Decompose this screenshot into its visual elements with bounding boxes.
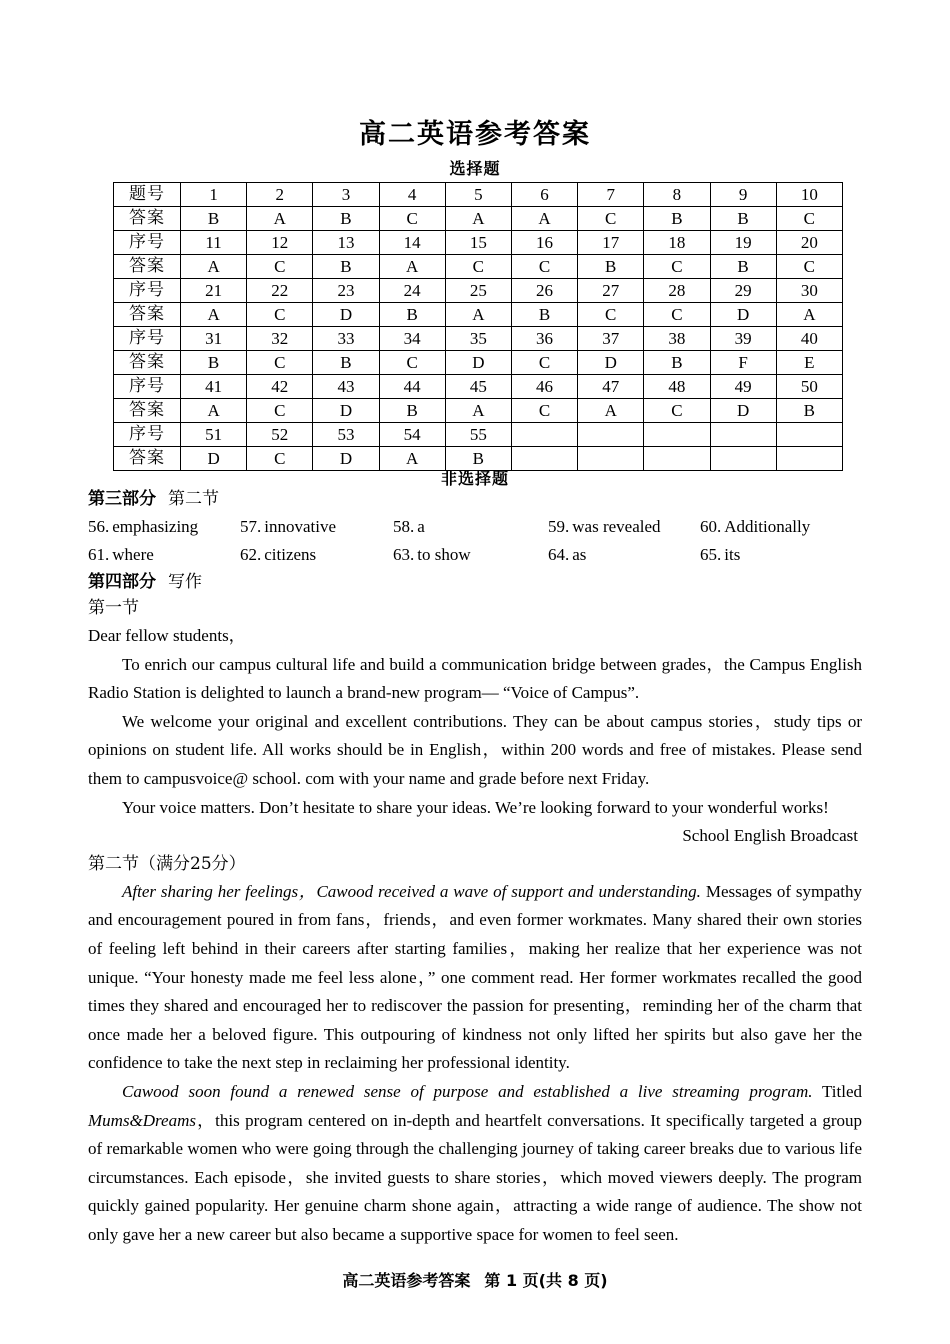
table-cell: C: [247, 399, 313, 423]
table-cell: 22: [247, 279, 313, 303]
table-cell: 40: [776, 327, 842, 351]
table-row-header: 答案: [114, 303, 181, 327]
table-cell: 43: [313, 375, 379, 399]
table-cell: 23: [313, 279, 379, 303]
table-cell: 31: [181, 327, 247, 351]
table-cell: C: [578, 303, 644, 327]
blank-number: 61.: [88, 545, 110, 564]
table-cell: C: [247, 351, 313, 375]
blank-number: 60.: [700, 517, 722, 536]
table-cell: C: [578, 207, 644, 231]
section-two-label: 第二节（满分25分）: [88, 853, 246, 874]
table-cell: A: [776, 303, 842, 327]
table-cell: 48: [644, 375, 710, 399]
table-cell: 15: [445, 231, 511, 255]
table-cell: B: [644, 207, 710, 231]
table-cell: A: [379, 255, 445, 279]
table-cell: D: [710, 399, 776, 423]
table-cell: B: [445, 447, 511, 471]
table-cell: [578, 423, 644, 447]
table-cell: B: [379, 399, 445, 423]
table-cell: 11: [181, 231, 247, 255]
table-cell: 47: [578, 375, 644, 399]
table-cell: C: [776, 207, 842, 231]
table-cell: 44: [379, 375, 445, 399]
blank-number: 56.: [88, 517, 110, 536]
table-cell: B: [181, 351, 247, 375]
table-cell: C: [247, 447, 313, 471]
table-cell: D: [313, 447, 379, 471]
table-row-header: 题号: [114, 183, 181, 207]
blank-number: 65.: [700, 545, 722, 564]
table-row-header: 序号: [114, 279, 181, 303]
table-cell: C: [379, 207, 445, 231]
continuation-paragraph-2-body: ，this program centered on in-depth and heartfelt conversations. It specifically targeted a group of remarkable women who were going through the challenging journey of taking career breaks due to various life circumstances. Each episode，she invited guests to share stories，which moved viewers deeply. The program quickly gained popularity. Her genuine charm shone again，attracting a wide range of audience. The show not only gave her a new career but also became a supportive space for women to feel seen.: [88, 1110, 862, 1244]
part-four-heading-sub: 写作: [168, 572, 202, 592]
table-cell: 54: [379, 423, 445, 447]
table-cell: C: [247, 303, 313, 327]
table-row: [114, 207, 843, 231]
blank-answer-item: [240, 513, 336, 540]
blank-answer-text: innovative: [264, 517, 337, 536]
table-cell: 49: [710, 375, 776, 399]
table-cell: 42: [247, 375, 313, 399]
table-cell: 4: [379, 183, 445, 207]
blank-answer-item: [88, 541, 154, 568]
table-cell: B: [313, 207, 379, 231]
table-cell: A: [445, 399, 511, 423]
table-cell: [511, 423, 577, 447]
table-cell: B: [511, 303, 577, 327]
table-row-header: 答案: [114, 447, 181, 471]
blank-answer-text: emphasizing: [112, 517, 199, 536]
table-cell: A: [511, 207, 577, 231]
table-cell: [776, 423, 842, 447]
table-cell: C: [644, 303, 710, 327]
fill-in-blank-answers: [88, 513, 862, 569]
blank-answer-item: [393, 513, 425, 540]
table-cell: 5: [445, 183, 511, 207]
table-cell: 14: [379, 231, 445, 255]
table-cell: 53: [313, 423, 379, 447]
table-row: [114, 255, 843, 279]
footer-page-number: 第 1 页(共 8 页): [484, 1271, 608, 1290]
table-cell: 27: [578, 279, 644, 303]
table-cell: 33: [313, 327, 379, 351]
table-cell: C: [445, 255, 511, 279]
table-row-header: 序号: [114, 375, 181, 399]
table-row: [114, 279, 843, 303]
table-cell: B: [644, 351, 710, 375]
table-cell: D: [710, 303, 776, 327]
blank-answer-item: [700, 541, 740, 568]
part-three-heading-sub: 第二节: [168, 489, 219, 509]
table-cell: A: [445, 207, 511, 231]
table-cell: 20: [776, 231, 842, 255]
table-cell: 6: [511, 183, 577, 207]
table-cell: C: [776, 255, 842, 279]
program-title: Mums&Dreams: [88, 1110, 196, 1130]
table-cell: B: [181, 207, 247, 231]
table-cell: 41: [181, 375, 247, 399]
table-cell: C: [644, 255, 710, 279]
table-cell: C: [511, 399, 577, 423]
table-cell: 16: [511, 231, 577, 255]
blank-answer-text: was revealed: [572, 517, 661, 536]
answer-table: [113, 182, 843, 471]
table-cell: 35: [445, 327, 511, 351]
table-row-header: 答案: [114, 351, 181, 375]
table-cell: [710, 423, 776, 447]
table-cell: C: [247, 255, 313, 279]
table-cell: B: [379, 303, 445, 327]
table-cell: D: [578, 351, 644, 375]
blank-answer-item: [548, 541, 586, 568]
table-cell: 37: [578, 327, 644, 351]
table-row: [114, 303, 843, 327]
blank-answer-item: [548, 513, 661, 540]
blank-number: 57.: [240, 517, 262, 536]
table-cell: 30: [776, 279, 842, 303]
blank-answer-text: its: [724, 545, 741, 564]
table-row: [114, 183, 843, 207]
table-cell: D: [181, 447, 247, 471]
page-footer: [0, 1268, 950, 1291]
table-cell: [644, 423, 710, 447]
table-cell: F: [710, 351, 776, 375]
table-cell: D: [445, 351, 511, 375]
table-cell: 12: [247, 231, 313, 255]
table-cell: 50: [776, 375, 842, 399]
table-row: [114, 231, 843, 255]
table-row-header: 序号: [114, 423, 181, 447]
table-row-header: 序号: [114, 231, 181, 255]
blank-answer-text: where: [112, 545, 154, 564]
blank-answer-text: citizens: [264, 545, 317, 564]
table-cell: 46: [511, 375, 577, 399]
table-cell: 8: [644, 183, 710, 207]
continuation-paragraph-1-lead: After sharing her feelings，Cawood received a wave of support and understanding.: [122, 881, 701, 901]
part-three-heading-main: 第三部分: [88, 489, 156, 509]
table-cell: 51: [181, 423, 247, 447]
table-cell: B: [776, 399, 842, 423]
footer-title: 高二英语参考答案: [342, 1271, 471, 1290]
blank-answer-text: Additionally: [724, 517, 811, 536]
table-row-header: 答案: [114, 207, 181, 231]
table-cell: 1: [181, 183, 247, 207]
table-row-header: 序号: [114, 327, 181, 351]
letter-paragraph-3: Your voice matters. Don’t hesitate to share your ideas. We’re looking forward to your wonderful works!: [122, 797, 829, 817]
table-row-header: 答案: [114, 255, 181, 279]
part-three-heading: [88, 486, 862, 512]
table-cell: 32: [247, 327, 313, 351]
subjective-section-banner: 非选择题: [440, 469, 509, 488]
table-cell: C: [379, 351, 445, 375]
table-cell: 21: [181, 279, 247, 303]
blank-answer-text: as: [572, 545, 587, 564]
blank-answer-item: [700, 513, 810, 540]
blank-number: 64.: [548, 545, 570, 564]
table-cell: 36: [511, 327, 577, 351]
table-cell: 3: [313, 183, 379, 207]
page-title: 高二英语参考答案: [359, 119, 591, 150]
letter-paragraph-1: To enrich our campus cultural life and build a communication bridge between grades，the Campus English Radio Station is delighted to launch a brand-new program— “Voice of Campus”.: [88, 654, 862, 703]
table-row: [114, 399, 843, 423]
section-one-label: 第一节: [88, 598, 139, 618]
table-row: [114, 375, 843, 399]
table-cell: 34: [379, 327, 445, 351]
continuation-paragraph-2-lead: Cawood soon found a renewed sense of purpose and established a live streaming program.: [122, 1081, 813, 1101]
answer-table-body: [114, 183, 843, 471]
table-cell: 29: [710, 279, 776, 303]
continuation-paragraph-2: [88, 1078, 862, 1250]
table-cell: B: [313, 255, 379, 279]
continuation-paragraph-2-mid: Titled: [812, 1081, 862, 1101]
table-cell: 18: [644, 231, 710, 255]
table-cell: D: [313, 399, 379, 423]
objective-section-banner: 选择题: [449, 159, 501, 178]
table-cell: 13: [313, 231, 379, 255]
letter-salutation: Dear fellow students，: [88, 626, 246, 645]
table-cell: 45: [445, 375, 511, 399]
table-cell: B: [710, 207, 776, 231]
table-cell: A: [379, 447, 445, 471]
blank-number: 63.: [393, 545, 415, 564]
table-cell: 10: [776, 183, 842, 207]
letter-signature: School English Broadcast: [682, 826, 858, 846]
table-cell: 9: [710, 183, 776, 207]
table-cell: E: [776, 351, 842, 375]
blank-answer-item: [393, 541, 471, 568]
table-cell: A: [445, 303, 511, 327]
blank-answer-item: [240, 541, 316, 568]
table-cell: 28: [644, 279, 710, 303]
table-row: [114, 351, 843, 375]
table-cell: 26: [511, 279, 577, 303]
letter-paragraph-2: We welcome your original and excellent contributions. They can be about campus stories，study tips or opinions on student life. All works should be in English，within 200 words and free of mistakes. Please send them to campusvoice@ school. com with your name and grade before next Friday.: [88, 711, 862, 788]
table-cell: A: [181, 303, 247, 327]
table-cell: 17: [578, 231, 644, 255]
table-cell: A: [181, 399, 247, 423]
table-row-header: 答案: [114, 399, 181, 423]
part-four-heading: [88, 569, 862, 595]
blank-number: 62.: [240, 545, 262, 564]
table-cell: C: [511, 255, 577, 279]
table-cell: 2: [247, 183, 313, 207]
table-cell: A: [578, 399, 644, 423]
blank-number: 58.: [393, 517, 415, 536]
table-cell: B: [578, 255, 644, 279]
continuation-paragraph-1: [88, 878, 862, 1078]
table-row: [114, 423, 843, 447]
table-cell: 7: [578, 183, 644, 207]
table-cell: C: [644, 399, 710, 423]
table-cell: B: [710, 255, 776, 279]
table-row: [114, 327, 843, 351]
blank-answer-text: a: [417, 517, 425, 536]
blank-answer-text: to show: [417, 545, 471, 564]
continuation-paragraph-1-body: Messages of sympathy and encouragement poured in from fans，friends，and even former workmates. Many shared their own stories of feeling left behind in their careers after starting families，making her realize that her experience was not unique. “Your honesty made me feel less alone，” one comment read. Her former workmates recalled the good times they shared and encouraged her to rediscover the passion for presenting，reminding her of the charm that once made her a beloved figure. This outpouring of kindness not only lifted her spirits but also gave her the confidence to take the next step in reclaiming her professional identity.: [88, 881, 862, 1073]
table-cell: 25: [445, 279, 511, 303]
table-cell: 38: [644, 327, 710, 351]
table-cell: B: [313, 351, 379, 375]
part-four-heading-main: 第四部分: [88, 572, 156, 592]
table-cell: 24: [379, 279, 445, 303]
table-cell: 19: [710, 231, 776, 255]
table-cell: 52: [247, 423, 313, 447]
blank-number: 59.: [548, 517, 570, 536]
document-body: [88, 486, 862, 1249]
table-cell: 55: [445, 423, 511, 447]
blank-answer-item: [88, 513, 198, 540]
table-cell: A: [247, 207, 313, 231]
table-cell: 39: [710, 327, 776, 351]
table-cell: A: [181, 255, 247, 279]
table-cell: C: [511, 351, 577, 375]
table-cell: D: [313, 303, 379, 327]
